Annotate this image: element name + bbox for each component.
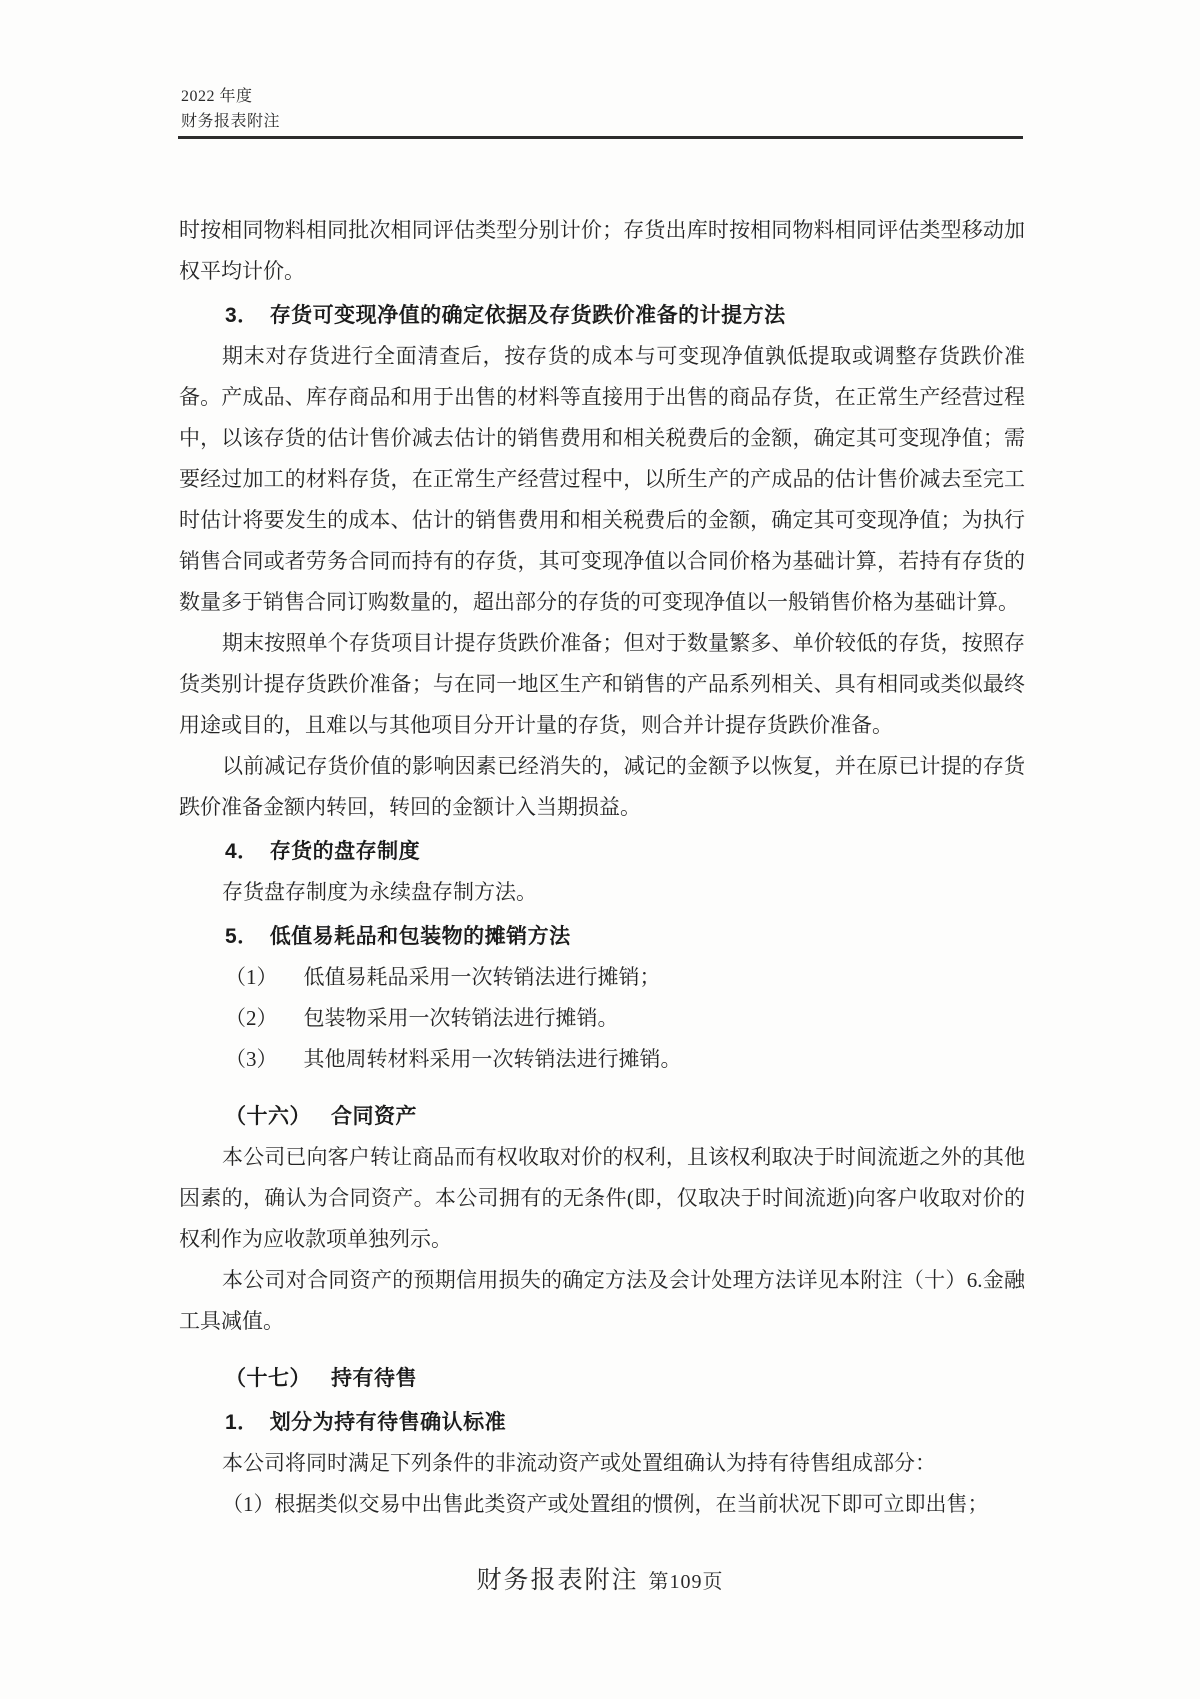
- page-footer: [0, 1560, 1200, 1596]
- header-rule: [178, 136, 1023, 139]
- paragraph: 本公司将同时满足下列条件的非流动资产或处置组确认为持有待售组成部分：: [222, 1451, 936, 1475]
- paragraph: 本公司已向客户转让商品而有权收取对价的权利，且该权利取决于时间流逝之外的其他因素的，确认为合同资产。本公司拥有的无条件(即，仅取决于时间流逝)向客户收取对价的权利作为应收款项单独列示。: [179, 1145, 1025, 1251]
- list-item: [179, 957, 1025, 998]
- section-heading-text: 持有待售: [331, 1367, 417, 1390]
- paragraph: 时按相同物料相同批次相同评估类型分别计价；存货出库时按相同物料相同评估类型移动加权平均计价。: [179, 218, 1025, 283]
- list-item-marker: （1）: [225, 965, 278, 989]
- num-heading-marker: 1．: [225, 1411, 259, 1434]
- num-heading: [179, 1402, 1025, 1443]
- num-heading-text: 存货的盘存制度: [269, 840, 421, 863]
- document-body: [179, 210, 1025, 1525]
- paragraph: 存货盘存制度为永续盘存制方法。: [222, 880, 537, 904]
- list-item-marker: （2）: [225, 1006, 278, 1030]
- list-item-text: 其他周转材料采用一次转销法进行摊销。: [303, 1047, 682, 1071]
- num-heading-text: 存货可变现净值的确定依据及存货跌价准备的计提方法: [269, 304, 786, 327]
- paragraph: 期末对存货进行全面清查后，按存货的成本与可变现净值孰低提取或调整存货跌价准备。产成品、库存商品和用于出售的材料等直接用于出售的商品存货，在正常生产经营过程中，以该存货的估计售价减去估计的销售费用和相关税费后的金额，确定其可变现净值；需要经过加工的材料存货，在正常生产经营过程中，以所生产的产成品的估计售价减去至完工时估计将要发生的成本、估计的销售费用和相关税费后的金额，确定其可变现净值；为执行销售合同或者劳务合同而持有的存货，其可变现净值以合同价格为基础计算，若持有存货的数量多于销售合同订购数量的，超出部分的存货的可变现净值以一般销售价格为基础计算。: [179, 344, 1025, 614]
- section-heading: [179, 1358, 1025, 1399]
- list-item-text: 低值易耗品采用一次转销法进行摊销；: [303, 965, 661, 989]
- paragraph: 本公司对合同资产的预期信用损失的确定方法及会计处理方法详见本附注（十）6.金融工具减值。: [179, 1268, 1025, 1333]
- footer-page-number: 第109页: [648, 1571, 724, 1593]
- list-item-text: 包装物采用一次转销法进行摊销。: [303, 1006, 619, 1030]
- section-heading: [179, 1096, 1025, 1137]
- section-heading-marker: （十七）: [225, 1367, 311, 1390]
- header-title-line: 财务报表附注: [181, 113, 281, 130]
- header-year-line: 2022 年度: [181, 88, 253, 105]
- running-header: [181, 84, 280, 134]
- num-heading-text: 划分为持有待售确认标准: [269, 1411, 507, 1434]
- num-heading-text: 低值易耗品和包装物的摊销方法: [269, 925, 571, 948]
- list-item-marker: （3）: [225, 1047, 278, 1071]
- paragraph: 期末按照单个存货项目计提存货跌价准备；但对于数量繁多、单价较低的存货，按照存货类别计提存货跌价准备；与在同一地区生产和销售的产品系列相关、具有相同或类似最终用途或目的，且难以与其他项目分开计量的存货，则合并计提存货跌价准备。: [179, 631, 1025, 737]
- paragraph: （1）根据类似交易中出售此类资产或处置组的惯例，在当前状况下即可立即出售；: [222, 1492, 989, 1516]
- section-heading-text: 合同资产: [331, 1105, 417, 1128]
- footer-title: 财务报表附注: [476, 1567, 639, 1594]
- num-heading: [179, 295, 1025, 336]
- num-heading-marker: 5．: [225, 925, 259, 948]
- num-heading: [179, 916, 1025, 957]
- list-item: [179, 1039, 1025, 1080]
- num-heading-marker: 4．: [225, 840, 259, 863]
- num-heading: [179, 831, 1025, 872]
- list-item: [179, 998, 1025, 1039]
- section-heading-marker: （十六）: [225, 1105, 311, 1128]
- num-heading-marker: 3．: [225, 304, 259, 327]
- paragraph: 以前减记存货价值的影响因素已经消失的，减记的金额予以恢复，并在原已计提的存货跌价准备金额内转回，转回的金额计入当期损益。: [179, 754, 1025, 819]
